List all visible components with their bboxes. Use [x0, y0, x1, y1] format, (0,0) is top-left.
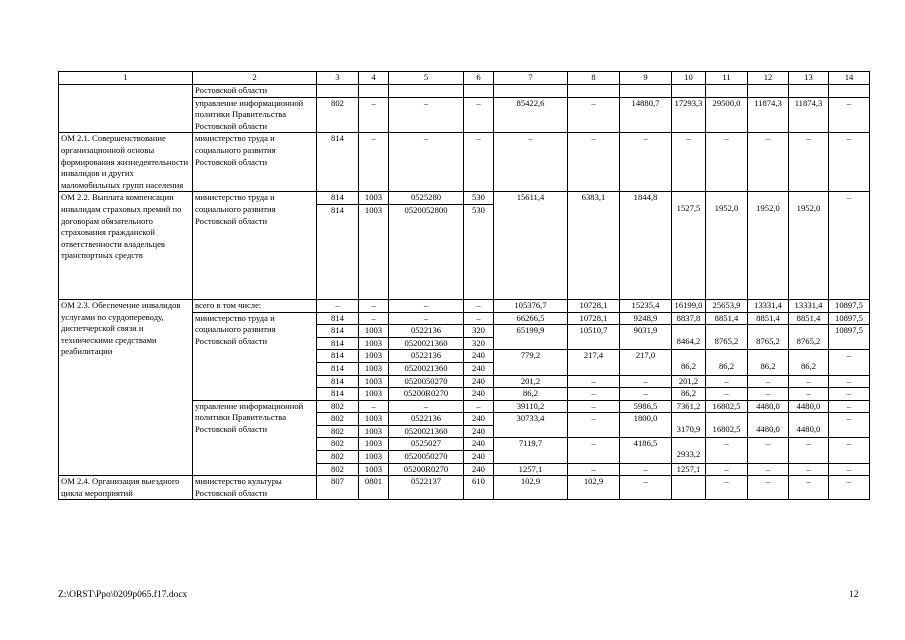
- cell: 1003: [359, 438, 389, 451]
- cell: 1003: [359, 413, 389, 426]
- cell: 25653,9: [706, 299, 748, 312]
- cell: 10728,1: [568, 312, 620, 325]
- cell-value: 86,2: [760, 361, 776, 372]
- cell: –: [829, 350, 870, 375]
- cell: 0520050270: [389, 451, 464, 464]
- cell: 201,2: [672, 375, 706, 388]
- cell: –: [359, 312, 389, 325]
- department-cell: Ростовской области: [193, 85, 317, 98]
- table-row: [59, 192, 870, 205]
- cell: –: [829, 375, 870, 388]
- table-row: [59, 476, 870, 500]
- cell: 240: [464, 438, 494, 451]
- department-cell: министерство труда и социального развития Ростовской области: [193, 192, 317, 300]
- cell-value: 4480,0: [756, 424, 780, 435]
- cell: 10728,1: [568, 299, 620, 312]
- cell: –: [389, 400, 464, 413]
- cell: –: [748, 438, 789, 463]
- cell: 802: [317, 400, 359, 413]
- cell: –: [359, 133, 389, 192]
- department-cell: министерство культуры Ростовской области: [193, 476, 317, 500]
- cell: –: [568, 133, 620, 192]
- cell: 0525280: [389, 192, 464, 205]
- cell: 4186,5: [620, 438, 672, 463]
- cell: –: [317, 299, 359, 312]
- cell: –: [359, 299, 389, 312]
- cell: [789, 325, 829, 350]
- cell: 0522136: [389, 350, 464, 363]
- cell: 240: [464, 463, 494, 476]
- cell: 610: [464, 476, 494, 500]
- cell: –: [620, 463, 672, 476]
- cell: 1003: [359, 325, 389, 338]
- cell: 16802,5: [706, 400, 748, 413]
- program-name-cell: [59, 85, 193, 133]
- cell: –: [829, 97, 870, 133]
- cell: –: [706, 388, 748, 401]
- cell: [672, 476, 706, 500]
- header-cell: 7: [494, 72, 568, 85]
- cell: 8851,4: [789, 312, 829, 325]
- cell: –: [389, 299, 464, 312]
- cell: [748, 192, 789, 300]
- cell: 9031,9: [620, 325, 672, 350]
- cell: 102,9: [568, 476, 620, 500]
- cell: 240: [464, 413, 494, 426]
- cell: –: [829, 476, 870, 500]
- cell: 11874,3: [748, 97, 789, 133]
- cell: 1003: [359, 375, 389, 388]
- cell: 0520021360: [389, 337, 464, 350]
- cell-value: 8765,2: [714, 336, 739, 347]
- cell: 201,2: [494, 375, 568, 388]
- cell: 0520052800: [389, 204, 464, 299]
- cell: 0520050270: [389, 375, 464, 388]
- cell-value: 1952,0: [714, 203, 739, 214]
- cell: –: [706, 375, 748, 388]
- cell: –: [389, 312, 464, 325]
- cell: –: [789, 463, 829, 476]
- cell: 105376,7: [494, 299, 568, 312]
- cell-value: 1952,0: [796, 203, 821, 214]
- cell: –: [494, 133, 568, 192]
- cell: 1003: [359, 350, 389, 363]
- cell: [748, 325, 789, 350]
- program-name-cell: ОМ 2.3. Обеспечение инвалидов услугами по сурдопереводу, диспетчерской связи и техническими средствами реабилитации: [59, 299, 193, 475]
- cell: –: [748, 463, 789, 476]
- cell-value: 86,2: [800, 361, 817, 372]
- cell: 1003: [359, 204, 389, 299]
- cell: 0522136: [389, 325, 464, 338]
- header-cell: 8: [568, 72, 620, 85]
- cell: –: [464, 400, 494, 413]
- cell: –: [829, 438, 870, 463]
- cell: 814: [317, 375, 359, 388]
- header-cell: 4: [359, 72, 389, 85]
- department-cell: министерство труда и социального развития Ростовской области: [193, 133, 317, 192]
- cell: 802: [317, 451, 359, 464]
- cell: 86,2: [494, 388, 568, 401]
- cell: –: [672, 133, 706, 192]
- cell: 29500,0: [706, 97, 748, 133]
- cell: –: [568, 97, 620, 133]
- cell: [672, 325, 706, 350]
- cell: 0522136: [389, 413, 464, 426]
- cell: –: [568, 400, 620, 413]
- cell: –: [706, 463, 748, 476]
- cell: 66266,5: [494, 312, 568, 325]
- cell: –: [568, 463, 620, 476]
- cell: –: [464, 299, 494, 312]
- file-path: Z:\ORST\Ppo\0209p065.f17.docx: [58, 590, 188, 600]
- cell: 39110,2: [494, 400, 568, 413]
- header-cell: 11: [706, 72, 748, 85]
- cell: –: [620, 375, 672, 388]
- cell: 1003: [359, 362, 389, 375]
- cell: 814: [317, 362, 359, 375]
- budget-table: [58, 71, 870, 500]
- cell: 240: [464, 388, 494, 401]
- cell: 802: [317, 425, 359, 438]
- cell: –: [620, 476, 672, 500]
- cell: 814: [317, 192, 359, 205]
- cell: 240: [464, 362, 494, 375]
- program-name-cell: ОМ 2.4. Организация выездного цикла мероприятий: [59, 476, 193, 500]
- header-cell: 6: [464, 72, 494, 85]
- cell: –: [359, 400, 389, 413]
- cell: 530: [464, 204, 494, 299]
- cell: 15611,4: [494, 192, 568, 300]
- department-cell: управление информационной политики Правительства Ростовской области: [193, 400, 317, 476]
- cell: 1257,1: [494, 463, 568, 476]
- cell: 802: [317, 97, 359, 133]
- cell: 1003: [359, 451, 389, 464]
- cell: [706, 192, 748, 300]
- cell: –: [829, 463, 870, 476]
- header-cell: 5: [389, 72, 464, 85]
- cell: [706, 325, 748, 350]
- cell: –: [464, 97, 494, 133]
- cell: 240: [464, 451, 494, 464]
- cell: 7361,2: [672, 400, 706, 413]
- cell: 814: [317, 388, 359, 401]
- cell: 15235,4: [620, 299, 672, 312]
- cell: 1003: [359, 463, 389, 476]
- cell: [748, 350, 789, 375]
- cell: 0525027: [389, 438, 464, 451]
- cell: [789, 192, 829, 300]
- header-cell: 10: [672, 72, 706, 85]
- cell: 13331,4: [789, 299, 829, 312]
- cell: 10897,5: [829, 312, 870, 325]
- cell: –: [568, 375, 620, 388]
- cell: 0520021360: [389, 425, 464, 438]
- table-row: [59, 299, 870, 312]
- cell: –: [748, 375, 789, 388]
- cell-value: 8765,2: [796, 336, 821, 347]
- header-cell: 13: [789, 72, 829, 85]
- cell: 320: [464, 325, 494, 338]
- cell: –: [829, 133, 870, 192]
- header-cell: 2: [193, 72, 317, 85]
- header-row: [59, 72, 870, 85]
- cell: –: [389, 133, 464, 192]
- cell: 807: [317, 476, 359, 500]
- cell: 7119,7: [494, 438, 568, 463]
- cell: –: [620, 388, 672, 401]
- cell: 0522137: [389, 476, 464, 500]
- cell: 86,2: [672, 388, 706, 401]
- page-number: 12: [849, 590, 859, 600]
- cell: –: [389, 97, 464, 133]
- cell: –: [789, 438, 829, 463]
- cell: –: [568, 388, 620, 401]
- cell: 65199,9: [494, 325, 568, 350]
- cell: 1003: [359, 388, 389, 401]
- cell: 320: [464, 337, 494, 350]
- cell: –: [789, 476, 829, 500]
- cell: 217,4: [568, 350, 620, 375]
- cell: 4480,0: [748, 400, 789, 413]
- cell-value: 16802,5: [712, 424, 741, 435]
- cell-value: 1952,0: [756, 203, 780, 214]
- cell: –: [359, 97, 389, 133]
- cell: 814: [317, 337, 359, 350]
- cell: –: [706, 133, 748, 192]
- cell: 802: [317, 413, 359, 426]
- cell-value: 86,2: [718, 361, 735, 372]
- cell-value: 1527,5: [676, 203, 701, 214]
- cell: 8851,4: [748, 312, 789, 325]
- cell: –: [748, 388, 789, 401]
- cell: 5986,5: [620, 400, 672, 413]
- cell: –: [706, 476, 748, 500]
- cell: –: [829, 400, 870, 413]
- cell-value: 3170,9: [676, 424, 701, 435]
- cell: 240: [464, 350, 494, 363]
- cell-value: 4480,0: [796, 424, 821, 435]
- header-cell: 9: [620, 72, 672, 85]
- department-cell: всего в том числе:: [193, 299, 317, 312]
- table-row: [59, 133, 870, 192]
- cell: 814: [317, 350, 359, 363]
- cell: 11874,3: [789, 97, 829, 133]
- header-cell: 14: [829, 72, 870, 85]
- cell: 1257,1: [672, 463, 706, 476]
- cell: 1003: [359, 425, 389, 438]
- header-cell: 1: [59, 72, 193, 85]
- cell: 814: [317, 133, 359, 192]
- cell: 1844,8: [620, 192, 672, 300]
- cell: –: [789, 375, 829, 388]
- cell: 814: [317, 325, 359, 338]
- cell: 240: [464, 425, 494, 438]
- cell: 9248,9: [620, 312, 672, 325]
- cell: 10510,7: [568, 325, 620, 350]
- cell-value: 2933,2: [676, 449, 701, 460]
- cell: 779,2: [494, 350, 568, 375]
- header-cell: 12: [748, 72, 789, 85]
- cell: [706, 350, 748, 375]
- cell: –: [464, 312, 494, 325]
- cell: –: [829, 192, 870, 300]
- cell: –: [748, 476, 789, 500]
- cell: 240: [464, 375, 494, 388]
- cell: [706, 413, 748, 438]
- cell: 05200R0270: [389, 388, 464, 401]
- cell: 17293,3: [672, 97, 706, 133]
- cell: –: [789, 388, 829, 401]
- cell: [789, 350, 829, 375]
- cell: 6383,1: [568, 192, 620, 300]
- cell: 8837,8: [672, 312, 706, 325]
- program-name-cell: ОМ 2.1. Совершенствование организационной основы формирования жизнедеятельности инвалидов и других маломобильных групп населения: [59, 133, 193, 192]
- cell: 30733,4: [494, 413, 568, 438]
- cell: 14880,7: [620, 97, 672, 133]
- cell: [672, 438, 706, 463]
- department-cell: управление информационной политики Правительства Ростовской области: [193, 97, 317, 133]
- cell: –: [748, 133, 789, 192]
- cell: –: [464, 133, 494, 192]
- cell: 802: [317, 463, 359, 476]
- cell: 16199,0: [672, 299, 706, 312]
- cell-value: 8464,2: [676, 336, 701, 347]
- cell: 1003: [359, 337, 389, 350]
- cell: [748, 413, 789, 438]
- cell: [672, 413, 706, 438]
- cell: 530: [464, 192, 494, 205]
- cell: [672, 350, 706, 375]
- cell: –: [620, 133, 672, 192]
- cell: 4480,0: [789, 400, 829, 413]
- cell: 13331,4: [748, 299, 789, 312]
- cell-value: 86,2: [680, 361, 697, 372]
- cell: 8851,4: [706, 312, 748, 325]
- cell: [672, 192, 706, 300]
- cell: 217,0: [620, 350, 672, 375]
- cell: 814: [317, 312, 359, 325]
- header-cell: 3: [317, 72, 359, 85]
- table-row: [59, 85, 870, 98]
- cell: –: [789, 133, 829, 192]
- cell: 1800,0: [620, 413, 672, 438]
- cell: 102,9: [494, 476, 568, 500]
- cell: 10897,5: [829, 299, 870, 312]
- cell: 0801: [359, 476, 389, 500]
- cell: 814: [317, 204, 359, 299]
- program-name-cell: ОМ 2.2. Выплата компенсации инвалидам страховых премий по договорам обязательного страхования гражданской ответственности владельцев транспортных средств: [59, 192, 193, 300]
- cell: –: [568, 438, 620, 463]
- cell: 0520021360: [389, 362, 464, 375]
- cell: –: [829, 388, 870, 401]
- department-cell: министерство труда и социального развития Ростовской области: [193, 312, 317, 400]
- cell: –: [568, 413, 620, 438]
- cell-value: 8765,2: [756, 336, 780, 347]
- cell: –: [706, 438, 748, 463]
- cell: –: [829, 413, 870, 438]
- cell: 1003: [359, 192, 389, 205]
- cell: 10897,5: [829, 325, 870, 350]
- cell: 85422,6: [494, 97, 568, 133]
- cell: [789, 413, 829, 438]
- cell: 05200R0270: [389, 463, 464, 476]
- cell: 802: [317, 438, 359, 451]
